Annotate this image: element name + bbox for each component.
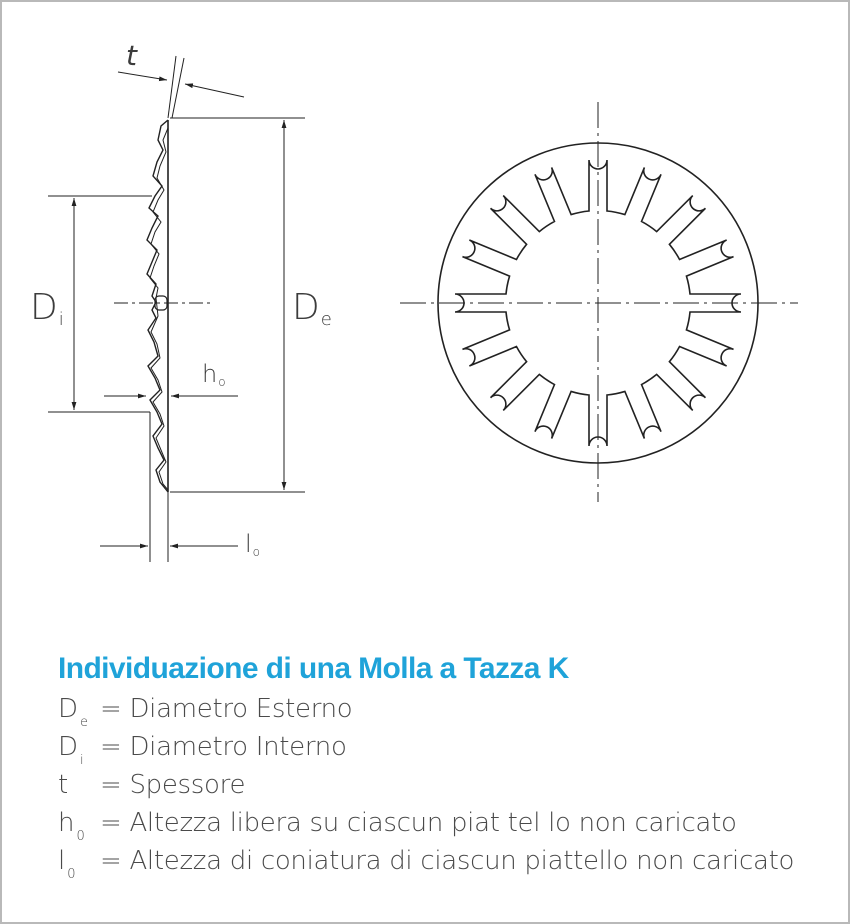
label-di: $D_i$	[30, 287, 64, 331]
front-centerlines	[400, 102, 798, 502]
legend-row-di: D $_i$ = Diametro Interno	[58, 732, 347, 768]
legend-row-t: t = Spessore	[58, 770, 246, 800]
legend-row-de: D $_e$ = Diametro Esterno	[58, 694, 353, 730]
label-t: t	[126, 39, 137, 72]
legend-title: Individuazione di una Molla a Tazza K	[58, 652, 569, 685]
legend-row-lo: l $_0$ = Altezza di coniatura di ciascun piattello non caricato	[58, 846, 795, 882]
legend	[58, 652, 795, 884]
label-ho: $h_o$	[202, 360, 226, 390]
label-de: $D_e$	[292, 287, 332, 331]
extension-lines	[48, 118, 305, 562]
legend-row-ho: h $_0$ = Altezza libera su ciascun piat tel lo non caricato	[58, 808, 737, 844]
label-lo: $l_o$	[245, 530, 261, 560]
